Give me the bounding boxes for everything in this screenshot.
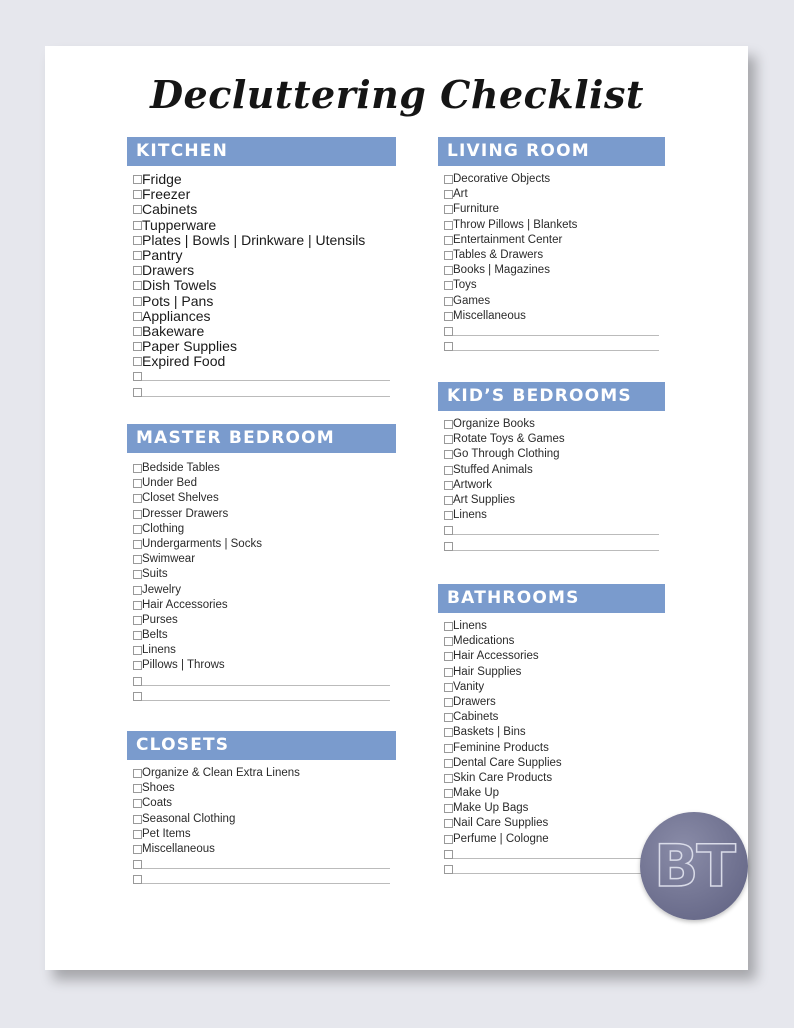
- checklist-item: [438, 634, 665, 649]
- checklist-item-label: Cabinets: [453, 711, 499, 724]
- checklist-item: [127, 507, 396, 522]
- checklist-item-label: Art: [453, 188, 468, 201]
- checkbox[interactable]: [133, 175, 142, 184]
- checklist-item: [438, 832, 665, 847]
- checklist-item-label: Entertainment Center: [453, 233, 563, 246]
- checklist-item-label: Expired Food: [142, 353, 226, 370]
- checkbox[interactable]: [444, 542, 453, 551]
- checkbox[interactable]: [133, 875, 142, 884]
- checklist-item-label: Tables & Drawers: [453, 248, 544, 261]
- checklist-item: [127, 278, 396, 293]
- checklist-item-label: Hair Accessories: [453, 650, 539, 663]
- checkbox[interactable]: [444, 205, 453, 214]
- checkbox[interactable]: [133, 479, 142, 488]
- checklist-blank-item: [127, 857, 396, 872]
- checkbox[interactable]: [133, 205, 142, 214]
- checklist-item-label: Shoes: [142, 782, 175, 795]
- checklist-item: [127, 461, 396, 476]
- checkbox[interactable]: [133, 677, 142, 686]
- checklist-item-label: Pantry: [142, 246, 183, 263]
- checkbox[interactable]: [444, 511, 453, 520]
- checklist-item: [127, 796, 396, 811]
- checkbox[interactable]: [444, 221, 453, 230]
- checklist-item-label: Drawers: [142, 262, 195, 279]
- checklist-item-label: Throw Pillows | Blankets: [453, 218, 578, 231]
- section-heading-kitchen: KITCHEN: [127, 137, 396, 166]
- checkbox[interactable]: [444, 668, 453, 677]
- checklist-item: [438, 756, 665, 771]
- checklist-item: [438, 816, 665, 831]
- checklist-blank-item: [438, 523, 665, 538]
- section-heading-kids-bedrooms: KID’S BEDROOMS: [438, 382, 665, 411]
- checklist-item-label: Hair Supplies: [453, 665, 522, 678]
- write-in-line[interactable]: [142, 369, 390, 381]
- write-in-line[interactable]: [453, 862, 659, 874]
- logo-text: BT: [654, 832, 734, 900]
- checklist-item-label: Dental Care Supplies: [453, 756, 562, 769]
- checkbox[interactable]: [133, 799, 142, 808]
- checklist-item: [127, 827, 396, 842]
- write-in-line[interactable]: [453, 539, 659, 551]
- checkbox[interactable]: [133, 342, 142, 351]
- page-title: Decluttering Checklist: [150, 72, 644, 117]
- checkbox[interactable]: [133, 251, 142, 260]
- checklist-item-label: Perfume | Cologne: [453, 832, 549, 845]
- write-in-line[interactable]: [453, 339, 659, 351]
- checkbox[interactable]: [133, 815, 142, 824]
- checkbox[interactable]: [133, 555, 142, 564]
- checklist-item: [127, 598, 396, 613]
- checklist-item-label: Fridge: [142, 171, 182, 187]
- checklist-item-label: Cabinets: [142, 201, 198, 218]
- checklist-item: [438, 649, 665, 664]
- checkbox[interactable]: [444, 698, 453, 707]
- checkbox[interactable]: [133, 769, 142, 778]
- checklist-item-label: Paper Supplies: [142, 338, 237, 355]
- checkbox[interactable]: [133, 464, 142, 473]
- bt-logo-badge: [640, 812, 748, 920]
- section-heading-bathrooms: BATHROOMS: [438, 584, 665, 613]
- checklist-item-label: Pet Items: [142, 827, 191, 840]
- checkbox[interactable]: [133, 388, 142, 397]
- checklist-item: [438, 278, 665, 293]
- section-closets: [127, 731, 396, 888]
- checkbox[interactable]: [444, 728, 453, 737]
- checklist-item: [438, 710, 665, 725]
- checklist-item: [438, 248, 665, 263]
- checklist-item-label: Swimwear: [142, 553, 196, 566]
- checkbox[interactable]: [133, 236, 142, 245]
- checklist-item-label: Stuffed Animals: [453, 463, 533, 476]
- checklist-item-label: Medications: [453, 635, 515, 648]
- checklist-item-label: Under Bed: [142, 477, 197, 490]
- checklist-item-label: Undergarments | Socks: [142, 537, 262, 550]
- checklist-item: [127, 842, 396, 857]
- checkbox[interactable]: [444, 251, 453, 260]
- checklist-item: [127, 309, 396, 324]
- checklist-item-label: Furniture: [453, 203, 500, 216]
- checklist-item: [438, 218, 665, 233]
- checklist-item: [438, 741, 665, 756]
- checklist-item: [438, 432, 665, 447]
- checklist-item-label: Nail Care Supplies: [453, 817, 549, 830]
- checklist-item: [127, 491, 396, 506]
- checklist-item: [438, 478, 665, 493]
- checklist-item: [127, 628, 396, 643]
- section-kids-bedrooms: [438, 382, 665, 554]
- checklist-item-label: Hair Accessories: [142, 598, 228, 611]
- checklist-item-label: Vanity: [453, 680, 485, 693]
- checklist-item: [438, 619, 665, 634]
- write-in-line[interactable]: [142, 872, 390, 884]
- checklist-blank-item: [127, 872, 396, 887]
- checkbox[interactable]: [444, 652, 453, 661]
- checkbox[interactable]: [444, 236, 453, 245]
- checklist-item: [127, 658, 396, 673]
- checklist-item-label: Clothing: [142, 522, 185, 535]
- checkbox[interactable]: [133, 692, 142, 701]
- checklist-item-label: Freezer: [142, 186, 191, 203]
- checklist-blank-item: [127, 385, 396, 400]
- checklist-item-label: Dish Towels: [142, 277, 217, 294]
- section-heading-master-bedroom: MASTER BEDROOM: [127, 424, 396, 453]
- section-heading-living-room: LIVING ROOM: [438, 137, 665, 166]
- checkbox[interactable]: [133, 525, 142, 534]
- checkbox[interactable]: [133, 281, 142, 290]
- checkbox[interactable]: [444, 835, 453, 844]
- checklist-item-label: Make Up: [453, 787, 500, 800]
- checklist-item-label: Appliances: [142, 307, 211, 324]
- checklist-item: [127, 476, 396, 491]
- checklist-item: [127, 643, 396, 658]
- checkbox[interactable]: [444, 774, 453, 783]
- checkbox[interactable]: [133, 327, 142, 336]
- checklist-item: [438, 309, 665, 324]
- write-in-line[interactable]: [453, 847, 659, 859]
- write-in-line[interactable]: [142, 385, 390, 397]
- checklist-item: [127, 812, 396, 827]
- checklist-item: [127, 583, 396, 598]
- checklist-item: [438, 463, 665, 478]
- section-master-bedroom: [127, 424, 396, 704]
- checklist-item-label: Drawers: [453, 695, 496, 708]
- checklist-item-label: Organize Books: [453, 418, 535, 430]
- checklist-item: [438, 786, 665, 801]
- checkbox[interactable]: [133, 616, 142, 625]
- checkbox[interactable]: [133, 661, 142, 670]
- checkbox[interactable]: [133, 860, 142, 869]
- checklist-item-label: Belts: [142, 629, 168, 642]
- checkbox[interactable]: [133, 784, 142, 793]
- write-in-line[interactable]: [142, 857, 390, 869]
- checklist-blank-item: [127, 689, 396, 704]
- checkbox[interactable]: [444, 819, 453, 828]
- checkbox[interactable]: [444, 744, 453, 753]
- checklist-blank-item: [438, 862, 665, 877]
- checklist-item: [438, 695, 665, 710]
- checklist-item-label: Rotate Toys & Games: [453, 433, 565, 446]
- checklist-item-label: Games: [453, 294, 491, 307]
- checkbox[interactable]: [444, 466, 453, 475]
- checkbox[interactable]: [444, 420, 453, 429]
- checklist-item: [438, 202, 665, 217]
- checklist-item: [438, 725, 665, 740]
- checkbox[interactable]: [133, 586, 142, 595]
- checklist-item: [127, 324, 396, 339]
- checklist-item-label: Bedside Tables: [142, 462, 220, 474]
- checklist-blank-item: [438, 847, 665, 862]
- bathrooms-list: [438, 619, 665, 877]
- checkbox[interactable]: [133, 190, 142, 199]
- checkbox[interactable]: [444, 281, 453, 290]
- checkbox[interactable]: [444, 190, 453, 199]
- checklist-item: [127, 233, 396, 248]
- checkbox[interactable]: [444, 266, 453, 275]
- checklist-blank-item: [127, 674, 396, 689]
- master-bedroom-list: [127, 461, 396, 704]
- checklist-item-label: Closet Shelves: [142, 492, 219, 505]
- checklist-item: [438, 665, 665, 680]
- checkbox[interactable]: [133, 570, 142, 579]
- checklist-item: [127, 766, 396, 781]
- checklist-item: [127, 781, 396, 796]
- checklist-item: [127, 339, 396, 354]
- checklist-item: [438, 294, 665, 309]
- checklist-item: [127, 522, 396, 537]
- checklist-item: [127, 263, 396, 278]
- write-in-line[interactable]: [453, 324, 659, 336]
- checkbox[interactable]: [444, 789, 453, 798]
- checklist-item-label: Purses: [142, 613, 178, 626]
- checklist-item-label: Bakeware: [142, 322, 205, 339]
- checkbox[interactable]: [133, 221, 142, 230]
- checklist-item: [438, 172, 665, 187]
- checklist-item: [127, 613, 396, 628]
- checkbox[interactable]: [444, 713, 453, 722]
- write-in-line[interactable]: [142, 689, 390, 701]
- checklist-item-label: Decorative Objects: [453, 173, 551, 185]
- checklist-item: [127, 202, 396, 217]
- checklist-item-label: Pillows | Throws: [142, 659, 225, 672]
- kids-bedrooms-list: [438, 417, 665, 554]
- checkbox[interactable]: [133, 830, 142, 839]
- checklist-item-label: Organize & Clean Extra Linens: [142, 767, 300, 779]
- checkbox[interactable]: [444, 175, 453, 184]
- checkbox[interactable]: [133, 510, 142, 519]
- checklist-item: [127, 172, 396, 187]
- checkbox[interactable]: [133, 845, 142, 854]
- checklist-item-label: Miscellaneous: [453, 309, 526, 322]
- checklist-item: [438, 680, 665, 695]
- checkbox[interactable]: [444, 804, 453, 813]
- checklist-item-label: Suits: [142, 568, 168, 581]
- checklist-item-label: Miscellaneous: [142, 842, 215, 855]
- living-room-list: [438, 172, 665, 354]
- section-bathrooms: [438, 584, 665, 877]
- checklist-item: [127, 294, 396, 309]
- checkbox[interactable]: [444, 435, 453, 444]
- closets-list: [127, 766, 396, 888]
- checklist-item-label: Linens: [142, 644, 176, 657]
- checkbox[interactable]: [444, 637, 453, 646]
- checkbox[interactable]: [444, 683, 453, 692]
- checklist-item: [438, 801, 665, 816]
- section-kitchen: [127, 137, 396, 400]
- checklist-blank-item: [438, 339, 665, 354]
- checklist-item-label: Tupperware: [142, 216, 217, 233]
- checklist-item: [127, 567, 396, 582]
- checklist-item: [438, 233, 665, 248]
- checklist-item-label: Make Up Bags: [453, 802, 529, 815]
- checklist-item: [438, 263, 665, 278]
- checklist-item-label: Toys: [453, 279, 477, 292]
- checkbox[interactable]: [133, 646, 142, 655]
- checklist-blank-item: [438, 539, 665, 554]
- checkbox[interactable]: [444, 450, 453, 459]
- checklist-item-label: Go Through Clothing: [453, 448, 560, 461]
- checklist-item: [127, 537, 396, 552]
- checkbox[interactable]: [133, 266, 142, 275]
- checkbox[interactable]: [133, 494, 142, 503]
- checklist-item: [438, 447, 665, 462]
- checklist-item-label: Artwork: [453, 478, 492, 491]
- checklist-item-label: Skin Care Products: [453, 771, 553, 784]
- checklist-item: [127, 218, 396, 233]
- checkbox[interactable]: [133, 297, 142, 306]
- checklist-item-label: Linens: [453, 509, 487, 522]
- checklist-item-label: Seasonal Clothing: [142, 812, 236, 825]
- checklist-item: [438, 771, 665, 786]
- checkbox[interactable]: [133, 540, 142, 549]
- checklist-item: [127, 354, 396, 369]
- checklist-item: [438, 187, 665, 202]
- checklist-item-label: Plates | Bowls | Drinkware | Utensils: [142, 231, 366, 248]
- checkbox[interactable]: [444, 526, 453, 535]
- section-heading-closets: CLOSETS: [127, 731, 396, 760]
- checklist-blank-item: [438, 324, 665, 339]
- checkbox[interactable]: [444, 297, 453, 306]
- checklist-item-label: Books | Magazines: [453, 264, 550, 277]
- checklist-item: [438, 493, 665, 508]
- checkbox[interactable]: [444, 342, 453, 351]
- checkbox[interactable]: [133, 601, 142, 610]
- checkbox[interactable]: [133, 372, 142, 381]
- checklist-item-label: Baskets | Bins: [453, 726, 526, 739]
- write-in-line[interactable]: [142, 674, 390, 686]
- checklist-item-label: Linens: [453, 620, 487, 632]
- checkbox[interactable]: [133, 357, 142, 366]
- checkbox[interactable]: [444, 622, 453, 631]
- checklist-item-label: Dresser Drawers: [142, 507, 229, 520]
- write-in-line[interactable]: [453, 523, 659, 535]
- checkbox[interactable]: [133, 312, 142, 321]
- checklist-item-label: Art Supplies: [453, 493, 516, 506]
- checklist-item: [127, 248, 396, 263]
- checklist-item: [127, 552, 396, 567]
- checkbox[interactable]: [133, 631, 142, 640]
- checkbox[interactable]: [444, 312, 453, 321]
- checklist-item: [438, 508, 665, 523]
- checklist-item-label: Jewelry: [142, 583, 181, 596]
- checkbox[interactable]: [444, 759, 453, 768]
- checklist-item: [438, 417, 665, 432]
- checklist-item-label: Feminine Products: [453, 741, 549, 754]
- checkbox[interactable]: [444, 481, 453, 490]
- checklist-item: [127, 187, 396, 202]
- kitchen-list: [127, 172, 396, 400]
- checkbox[interactable]: [444, 850, 453, 859]
- checkbox[interactable]: [444, 327, 453, 336]
- checklist-item-label: Pots | Pans: [142, 292, 214, 309]
- checkbox[interactable]: [444, 865, 453, 874]
- checkbox[interactable]: [444, 496, 453, 505]
- section-living-room: [438, 137, 665, 354]
- checklist-item-label: Coats: [142, 797, 173, 810]
- checklist-blank-item: [127, 369, 396, 384]
